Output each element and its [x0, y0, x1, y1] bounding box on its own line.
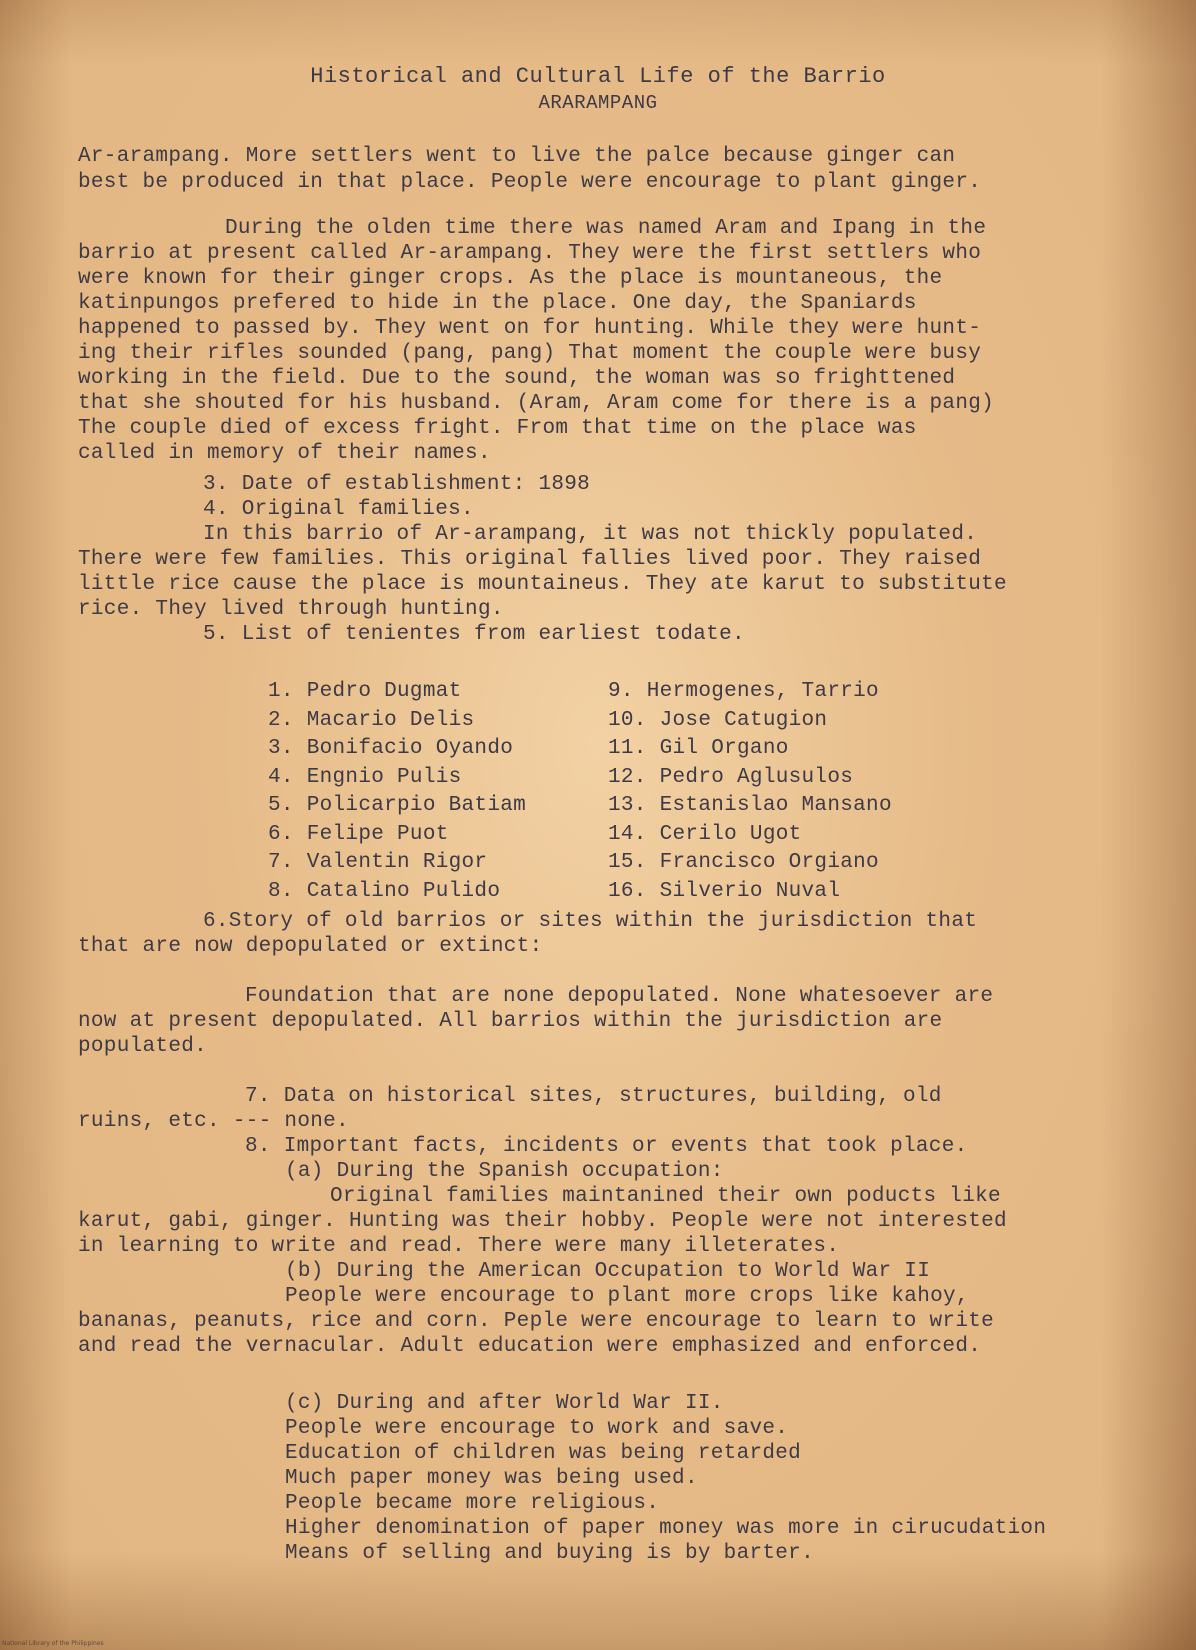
section-6-heading: that are now depopulated or extinct:	[78, 935, 543, 958]
legend-line: ing their rifles sounded (pang, pang) That moment the couple were busy	[78, 342, 982, 365]
section-8b-line: People were encourage to plant more crops like kahoy,	[285, 1285, 969, 1308]
teniente-item: 5. Policarpio Batiam	[268, 794, 527, 817]
legend-line: working in the field. Due to the sound, the woman was so frighttened	[78, 367, 956, 390]
section-8b-heading: (b) During the American Occupation to World War II	[285, 1260, 931, 1283]
families-line: rice. They lived through hunting.	[78, 598, 504, 621]
section-6-heading: 6.Story of old barrios or sites within the jurisdiction that	[203, 910, 978, 933]
legend-line: During the olden time there was named Aram and Ipang in the	[225, 217, 987, 240]
teniente-item: 10. Jose Catugion	[608, 708, 828, 732]
teniente-item: 13. Estanislao Mansano	[608, 794, 892, 817]
families-line: There were few families. This original fallies lived poor. They raised	[78, 548, 982, 571]
teniente-item: 3. Bonifacio Oyando	[268, 737, 514, 760]
legend-line: The couple died of excess fright. From that time on the place was	[78, 417, 917, 440]
teniente-item: 14. Cerilo Ugot	[608, 822, 802, 846]
section-8b-line: and read the vernacular. Adult education were emphasized and enforced.	[78, 1335, 982, 1358]
teniente-item: 7. Valentin Rigor	[268, 851, 488, 874]
legend-line: katinpungos prefered to hide in the place. One day, the Spaniards	[78, 292, 917, 315]
teniente-item: 15. Francisco Orgiano	[608, 851, 879, 874]
section-8c-line: Education of children was being retarded	[285, 1442, 802, 1465]
section-6-body: Foundation that are none depopulated. None whatesoever are	[245, 985, 994, 1008]
section-3-date: 3. Date of establishment: 1898	[203, 473, 591, 496]
legend-line: that she shouted for his husband. (Aram, Aram come for there is a pang)	[78, 392, 995, 415]
section-8a-line: in learning to write and read. There were many illeterates.	[78, 1235, 840, 1258]
section-8b-line: bananas, peanuts, rice and corn. Peple were encourage to learn to write	[78, 1310, 995, 1333]
section-6-body: populated.	[78, 1035, 208, 1058]
section-8-heading: 8. Important facts, incidents or events that took place.	[245, 1135, 968, 1158]
teniente-item: 9. Hermogenes, Tarrio	[608, 680, 879, 703]
footer-stamp: National Library of the Philippines	[2, 1640, 104, 1647]
barrio-name: ARARAMPANG	[538, 92, 658, 114]
section-8c-line: Means of selling and buying is by barter.	[285, 1542, 814, 1565]
section-8c-line: Higher denomination of paper money was more in cirucudation	[285, 1517, 1047, 1540]
families-line: little rice cause the place is mountaineus. They ate karut to substitute	[78, 573, 1007, 596]
section-5-heading: 5. List of tenientes from earliest todate.	[203, 623, 745, 646]
intro-line: best be produced in that place. People were encourage to plant ginger.	[78, 171, 982, 194]
section-8a-line: Original families maintanined their own poducts like	[330, 1185, 1001, 1208]
section-8a-heading: (a) During the Spanish occupation:	[285, 1160, 724, 1183]
section-8c-line: People became more religious.	[285, 1492, 660, 1515]
section-8c-heading: (c) During and after World War II.	[285, 1392, 724, 1415]
teniente-item: 2. Macario Delis	[268, 708, 475, 732]
tenientes-list-left	[268, 678, 526, 906]
section-8c-line: People were encourage to work and save.	[285, 1417, 789, 1440]
legend-line: happened to passed by. They went on for hunting. While they were hunt-	[78, 317, 982, 340]
section-8c-line: Much paper money was being used.	[285, 1467, 698, 1490]
teniente-item: 16. Silverio Nuval	[608, 879, 841, 903]
section-4-heading: 4. Original families.	[203, 498, 474, 521]
tenientes-list-right	[608, 678, 892, 906]
families-line: In this barrio of Ar-arampang, it was not thickly populated.	[203, 523, 978, 546]
teniente-item: 6. Felipe Puot	[268, 822, 449, 846]
section-8a-line: karut, gabi, ginger. Hunting was their hobby. People were not interested	[78, 1210, 1007, 1233]
teniente-item: 1. Pedro Dugmat	[268, 680, 462, 703]
section-6-body: now at present depopulated. All barrios within the jurisdiction are	[78, 1010, 943, 1033]
teniente-item: 8. Catalino Pulido	[268, 879, 501, 903]
section-7: ruins, etc. --- none.	[78, 1110, 349, 1133]
page-title: Historical and Cultural Life of the Barrio	[310, 64, 886, 89]
legend-line: were known for their ginger crops. As the place is mountaneous, the	[78, 267, 943, 290]
intro-line: Ar-arampang. More settlers went to live the palce because ginger can	[78, 145, 956, 168]
teniente-item: 12. Pedro Aglusulos	[608, 765, 854, 789]
section-7: 7. Data on historical sites, structures, building, old	[245, 1085, 942, 1108]
teniente-item: 11. Gil Organo	[608, 737, 789, 760]
legend-line: called in memory of their names.	[78, 442, 491, 465]
teniente-item: 4. Engnio Pulis	[268, 765, 462, 789]
legend-line: barrio at present called Ar-arampang. They were the first settlers who	[78, 242, 982, 265]
